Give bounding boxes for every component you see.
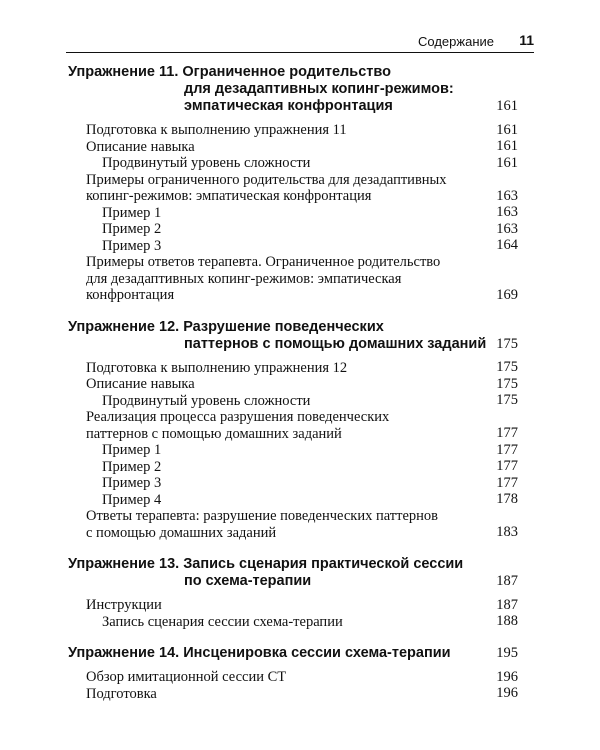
toc-entry-line: Подготовка к выполнению упражнения 11: [86, 122, 347, 138]
toc-section: [68, 319, 518, 542]
toc-entry[interactable]: [68, 205, 518, 222]
toc-entry-line: Реализация процесса разрушения поведенческих: [86, 409, 390, 425]
toc-entry-line: Примеры ограниченного родительства для дезадаптивных: [86, 171, 447, 188]
toc-entry-line: копинг-режимов: эмпатическая конфронтация: [86, 188, 372, 204]
running-header-title: Содержание: [418, 34, 494, 49]
toc-entry-line: Ответы терапевта: разрушение поведенческих паттернов: [86, 508, 438, 524]
toc-heading-line: Упражнение 14. Инсценировка сессии схема-терапии: [68, 645, 451, 661]
table-of-contents: [68, 64, 518, 702]
toc-entry[interactable]: [68, 442, 518, 459]
toc-page-number: 175: [496, 392, 518, 408]
toc-page-number: 177: [496, 441, 518, 458]
toc-entry[interactable]: [68, 459, 518, 476]
toc-page-number: 161: [496, 121, 518, 138]
toc-page-number: 188: [496, 613, 518, 629]
toc-entry-line: Продвинутый уровень сложности: [102, 392, 311, 409]
toc-page-number: 169: [496, 286, 518, 303]
toc-page-number: 178: [496, 491, 518, 507]
toc-entry-line: Обзор имитационной сессии СТ: [86, 669, 287, 685]
toc-entry-line: Подготовка к выполнению упражнения 12: [86, 359, 348, 376]
toc-page-number: 195: [496, 645, 518, 661]
toc-page-number: 164: [496, 237, 518, 253]
toc-page-number: 175: [496, 359, 518, 375]
toc-entry[interactable]: [68, 122, 518, 139]
toc-entry-line: паттернов с помощью домашних заданий: [86, 425, 342, 442]
toc-entry-line: Пример 4: [102, 491, 162, 508]
toc-section: [68, 64, 518, 304]
toc-section-heading[interactable]: [68, 319, 518, 353]
toc-heading-line: для дезадаптивных копинг-режимов:: [184, 81, 454, 97]
toc-heading-line: по схема-терапии: [184, 573, 312, 589]
toc-section-heading[interactable]: [68, 556, 518, 590]
toc-section-heading[interactable]: [68, 64, 518, 115]
toc-entry-line: Пример 3: [102, 475, 162, 491]
running-header-page-number: 11: [519, 32, 534, 48]
toc-heading-line: Упражнение 12. Разрушение поведенческих: [68, 318, 384, 335]
toc-entry-line: с помощью домашних заданий: [86, 524, 277, 541]
toc-entry[interactable]: [68, 475, 518, 492]
running-header: [66, 30, 534, 53]
toc-entry-line: Описание навыка: [86, 376, 195, 392]
toc-entry[interactable]: [68, 376, 518, 393]
toc-page-number: 161: [496, 98, 518, 114]
toc-page-number: 187: [496, 573, 518, 589]
toc-page-number: 187: [496, 596, 518, 613]
toc-page-number: 161: [496, 138, 518, 154]
toc-page-number: 175: [496, 335, 518, 352]
toc-entry[interactable]: [68, 508, 518, 541]
toc-entry-line: Пример 2: [102, 458, 162, 475]
toc-section: [68, 556, 518, 630]
toc-entry[interactable]: [68, 409, 518, 442]
toc-page-number: 183: [496, 524, 518, 540]
toc-heading-line: эмпатическая конфронтация: [184, 98, 393, 114]
toc-entry[interactable]: [68, 221, 518, 238]
toc-page-number: 196: [496, 668, 518, 685]
toc-entry[interactable]: [68, 155, 518, 172]
toc-heading-line: Упражнение 11. Ограниченное родительство: [68, 64, 391, 80]
toc-entry-line: Пример 1: [102, 204, 162, 221]
toc-entry[interactable]: [68, 172, 518, 205]
toc-page-number: 177: [496, 458, 518, 474]
toc-entry-line: Примеры ответов терапевта. Ограниченное родительство: [86, 254, 441, 270]
toc-entry[interactable]: [68, 360, 518, 377]
toc-entry[interactable]: [68, 614, 518, 631]
toc-entry-line: Пример 2: [102, 221, 162, 237]
toc-page-number: 196: [496, 685, 518, 701]
toc-entry[interactable]: [68, 669, 518, 686]
toc-page-number: 163: [496, 187, 518, 204]
toc-page-number: 177: [496, 425, 518, 441]
toc-entry-line: Пример 3: [102, 237, 162, 254]
toc-entry[interactable]: [68, 238, 518, 255]
toc-entry-line: Продвинутый уровень сложности: [102, 155, 311, 171]
toc-entry-line: Описание навыка: [86, 138, 195, 155]
toc-page-number: 163: [496, 220, 518, 237]
toc-heading-line: Упражнение 13. Запись сценария практической сессии: [68, 556, 464, 572]
toc-page-number: 175: [496, 375, 518, 392]
toc-entry-line: Инструкции: [86, 597, 162, 613]
toc-entry-line: Пример 1: [102, 442, 162, 458]
toc-section: [68, 645, 518, 702]
toc-entry-line: для дезадаптивных копинг-режимов: эмпатическая: [86, 270, 402, 287]
toc-entry[interactable]: [68, 597, 518, 614]
toc-entry[interactable]: [68, 139, 518, 156]
toc-page-number: 161: [496, 154, 518, 171]
toc-entry-line: Подготовка: [86, 685, 157, 702]
toc-entry-line: Запись сценария сессии схема-терапии: [102, 613, 343, 630]
toc-entry[interactable]: [68, 254, 518, 304]
toc-section-heading[interactable]: [68, 645, 518, 662]
toc-entry[interactable]: [68, 686, 518, 703]
toc-page-number: 177: [496, 474, 518, 491]
toc-entry-line: конфронтация: [86, 287, 175, 303]
toc-entry[interactable]: [68, 492, 518, 509]
toc-entry[interactable]: [68, 393, 518, 410]
toc-heading-line: паттернов с помощью домашних заданий: [184, 335, 487, 352]
toc-page-number: 163: [496, 204, 518, 220]
